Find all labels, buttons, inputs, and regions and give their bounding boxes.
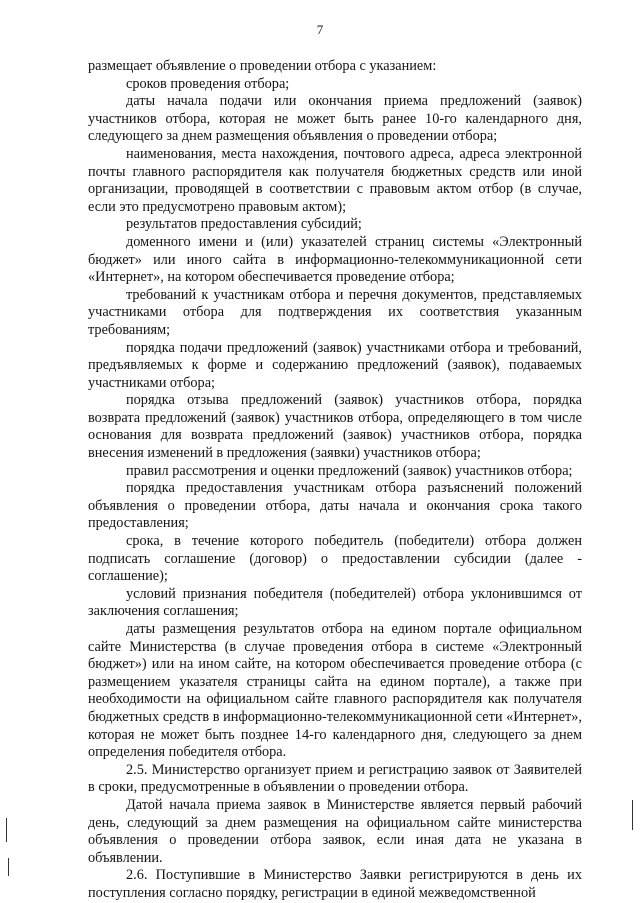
paragraph-section-2-6: 2.6. Поступившие в Министерство Заявки регистрируются в день их поступления согласно порядку, регистрации в единой межведомственной [88, 867, 582, 901]
paragraph-item: порядка отзыва предложений (заявок) участников отбора, порядка возврата предложений (заявок) участников отбора, определяющего в том числе основания для возврата предложений (заявок) участников отбора, порядка внесения изменений в предложения (заявки) участников отбора; [88, 392, 582, 462]
paragraph-item: условий признания победителя (победителей) отбора уклонившимся от заключения соглашения; [88, 585, 582, 620]
document-body [88, 58, 582, 903]
paragraph-item: срока, в течение которого победитель (победители) отбора должен подписать соглашение (договор) о предоставлении субсидии (далее - соглашение); [88, 533, 582, 585]
scan-margin-mark [632, 800, 633, 830]
paragraph-section-2-5: 2.5. Министерство организует прием и регистрацию заявок от Заявителей в сроки, предусмотренные в объявлении о проведении отбора. [88, 761, 582, 796]
paragraph-item: правил рассмотрения и оценки предложений (заявок) участников отбора; [126, 462, 573, 479]
paragraph-item: даты размещения результатов отбора на едином портале официальном сайте Министерства (в случае проведения отбора в системе «Электронный бюджет») или на ином сайте, на котором обеспечивается проведение отбора (с размещением указателя страницы сайта на едином портале), а также при необходимости на официальном сайте главного распорядителя как получателя бюджетных средств в информационно-телекоммуникационной сети «Интернет», которая не может быть позднее 14-го календарного дня, следующего за днем определения победителя отбора. [88, 621, 582, 761]
paragraph-item: порядка предоставления участникам отбора разъяснений положений объявления о проведении отбора, даты начала и окончания срока такого предоставления; [88, 480, 582, 532]
page-number: 7 [316, 22, 324, 37]
paragraph-intro: размещает объявление о проведении отбора с указанием: [88, 58, 437, 74]
scan-margin-mark [6, 818, 7, 842]
paragraph-item: сроков проведения отбора; [126, 75, 290, 92]
paragraph-item: Датой начала приема заявок в Министерстве является первый рабочий день, следующий за днем размещения на официальном сайте министерства объявления о проведении отбора заявок, если иная дата не указана в объявлении. [88, 796, 582, 866]
paragraph-item: результатов предоставления субсидий; [126, 216, 362, 233]
paragraph-item: требований к участникам отбора и перечня документов, представляемых участниками отбора для подтверждения их соответствия указанным требованиям; [88, 286, 582, 338]
paragraph-item: даты начала подачи или окончания приема предложений (заявок) участников отбора, которая не может быть ранее 10-го календарного дня, следующего за днем размещения объявления о проведении отбора; [88, 93, 582, 145]
paragraph-item: доменного имени и (или) указателей страниц системы «Электронный бюджет» или иного сайта в информационно-телекоммуникационной сети «Интернет», на котором обеспечивается проведение отбора; [88, 233, 582, 286]
paragraph-item: наименования, места нахождения, почтового адреса, адреса электронной почты главного распорядителя как получателя бюджетных средств или иной организации, проводящей в соответствии с правовым актом отбор (в случае, если это предусмотрено правовым актом); [88, 145, 582, 215]
paragraph-item: порядка подачи предложений (заявок) участниками отбора и требований, предъявляемых к форме и содержанию предложений (заявок), подаваемых участниками отбора; [88, 339, 582, 391]
scan-margin-mark [8, 858, 9, 876]
